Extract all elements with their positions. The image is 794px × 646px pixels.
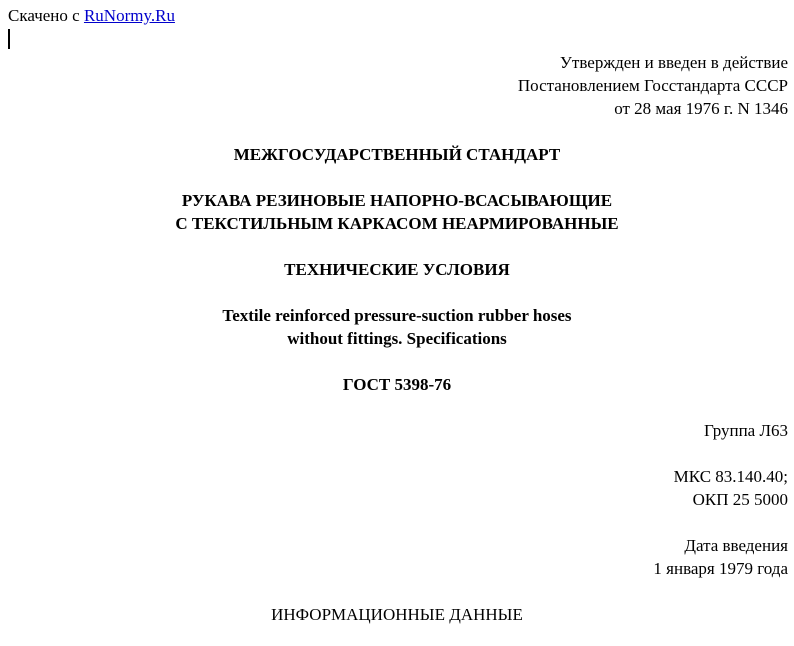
introduction-date: 1 января 1979 года — [653, 559, 788, 578]
approval-block — [518, 51, 788, 120]
subtitle: ТЕХНИЧЕСКИЕ УСЛОВИЯ — [284, 260, 510, 279]
gost-code-heading — [0, 373, 794, 396]
approval-line-2: Постановлением Госстандарта СССР — [517, 76, 788, 95]
classification-block — [674, 465, 788, 511]
mks-code: МКС 83.140.40; — [673, 467, 788, 486]
english-title-line-1: Textile reinforced pressure-suction rubber hoses — [222, 306, 572, 325]
introduction-date-block — [653, 534, 788, 580]
subtitle-heading — [0, 258, 794, 281]
approval-line-3: от 28 мая 1976 г. N 1346 — [614, 99, 788, 118]
standard-name-line-2: С ТЕКСТИЛЬНЫМ КАРКАСОМ НЕАРМИРОВАННЫЕ — [175, 214, 619, 233]
introduction-label: Дата введения — [684, 536, 788, 555]
info-heading: ИНФОРМАЦИОННЫЕ ДАННЫЕ — [271, 605, 523, 624]
info-section-heading — [0, 603, 794, 626]
standard-type-heading — [0, 143, 794, 166]
english-title — [0, 304, 794, 350]
download-prefix: Скачено с — [8, 6, 80, 25]
download-source-line — [8, 5, 175, 27]
gost-code: ГОСТ 5398-76 — [342, 375, 452, 394]
english-title-line-2: without fittings. Specifications — [287, 329, 507, 348]
approval-line-1: Утвержден и введен в действие — [559, 53, 788, 72]
runormy-link[interactable]: RuNormy.Ru — [83, 6, 175, 25]
standard-name-heading — [0, 189, 794, 235]
standard-type: МЕЖГОСУДАРСТВЕННЫЙ СТАНДАРТ — [233, 145, 561, 164]
standard-name-line-1: РУКАВА РЕЗИНОВЫЕ НАПОРНО-ВСАСЫВАЮЩИЕ — [181, 191, 613, 210]
group-block — [704, 419, 788, 442]
group-code: Группа Л63 — [703, 421, 788, 440]
text-cursor — [8, 29, 10, 49]
okp-code: ОКП 25 5000 — [692, 490, 788, 509]
